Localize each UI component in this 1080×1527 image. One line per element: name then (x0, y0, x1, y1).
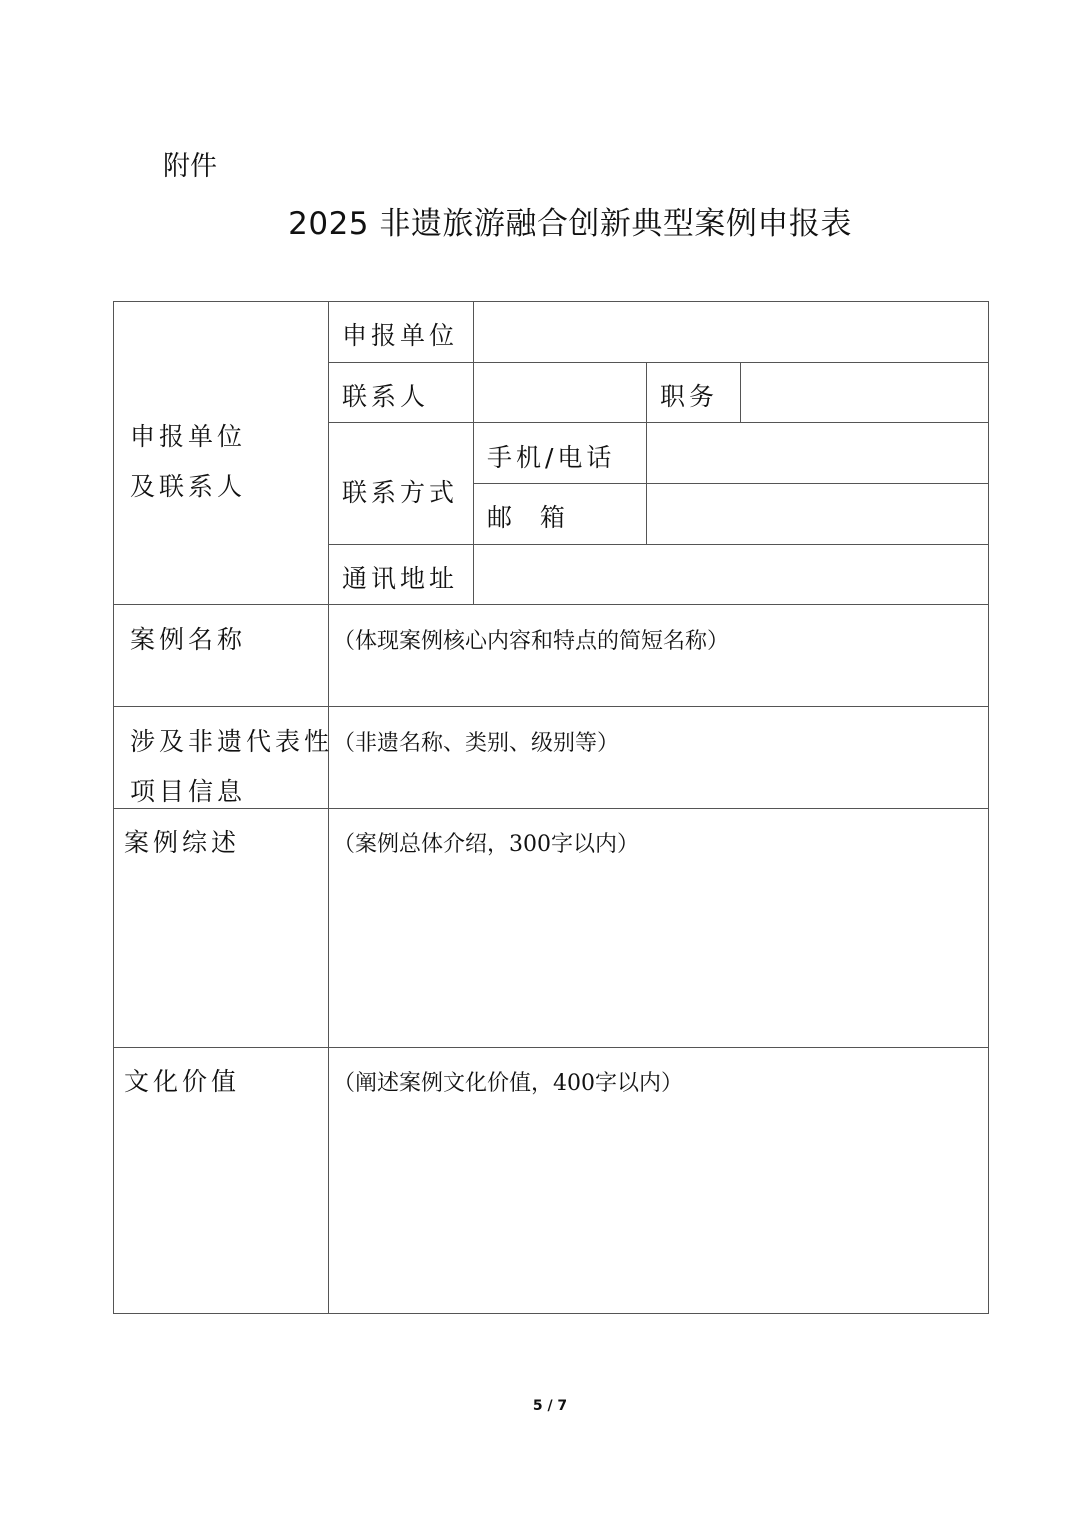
cultural-value-hint: （阐述案例文化价值，400字以内） (333, 1071, 683, 1096)
contact-method-label: 联系方式 (342, 478, 459, 507)
table-border-right (988, 301, 989, 1314)
case-summary-hint: （案例总体介绍，300字以内） (333, 832, 639, 857)
address-label: 通讯地址 (342, 564, 459, 593)
applicant-unit-field[interactable] (474, 302, 988, 362)
address-field[interactable] (474, 545, 988, 604)
phone-label: 手机/电话 (487, 443, 616, 472)
case-name-hint: （体现案例核心内容和特点的简短名称） (333, 629, 730, 654)
heritage-info-label-line1: 涉及非遗代表性 (130, 727, 334, 756)
phone-field[interactable] (647, 423, 988, 483)
table-rule (113, 1047, 989, 1048)
document-title: 2025 非遗旅游融合创新典型案例申报表 (288, 206, 852, 242)
applicant-group-label-line1: 申报单位 (130, 422, 247, 451)
case-name-label: 案例名称 (130, 625, 247, 654)
page-indicator: 5 / 7 (532, 1398, 568, 1414)
attachment-label: 附件 (163, 151, 217, 182)
table-rule (113, 808, 989, 809)
email-field[interactable] (647, 484, 988, 544)
table-rule (113, 604, 989, 605)
contact-person-label: 联系人 (342, 382, 430, 411)
table-rule (328, 301, 329, 1314)
applicant-unit-label: 申报单位 (342, 321, 459, 350)
table-border-left (113, 301, 114, 1314)
applicant-group-label-line2: 及联系人 (130, 472, 247, 501)
position-label: 职务 (660, 382, 719, 411)
case-summary-label: 案例综述 (124, 828, 241, 857)
heritage-info-hint: （非遗名称、类别、级别等） (333, 731, 620, 756)
heritage-info-label-line2: 项目信息 (130, 777, 247, 806)
position-field[interactable] (741, 363, 988, 422)
cultural-value-label: 文化价值 (124, 1067, 241, 1096)
table-border-bottom (113, 1313, 989, 1314)
table-rule (113, 706, 989, 707)
contact-person-field[interactable] (474, 363, 646, 422)
email-label: 邮 箱 (487, 503, 569, 532)
